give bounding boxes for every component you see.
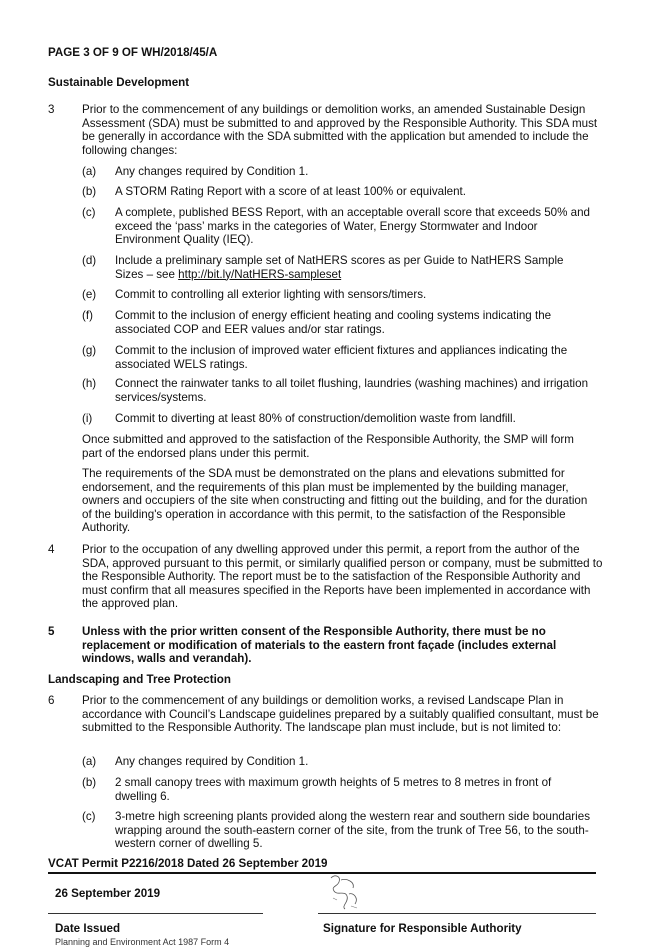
item-label: (c) (82, 810, 96, 823)
condition-3-item-f (82, 309, 592, 336)
condition-text: Prior to the occupation of any dwelling approved under this permit, a report from the author of the SDA, approved pursuant to this permit, or similarly qualified person or company, must be submitted to the Responsible Authority. The report must be to the satisfaction of the Responsible Authority and must confirm that all measures specified in the Reports have been implemented in accordance with the approved plan. (82, 543, 603, 611)
section-heading-sustainable: Sustainable Development (48, 76, 190, 89)
condition-3-paragraph-2: The requirements of the SDA must be demonstrated on the plans and elevations submitted for endorsement, and the requirements of this plan must be implemented by the building manager, owners and occupiers of the site when constructing and fitting out the building, and for the duration of the building's operation in accordance with this permit, to the satisfaction of the Responsible Authority. (82, 467, 588, 535)
condition-6 (48, 694, 603, 735)
vcat-permit-line: VCAT Permit P2216/2018 Dated 26 September 2019 (48, 857, 328, 870)
condition-3-item-i (82, 412, 592, 426)
item-text-body: Include a preliminary sample set of NatHERS scores as per Guide to NatHERS Sample Sizes – see (115, 254, 564, 281)
condition-number: 3 (48, 103, 55, 116)
item-label: (g) (82, 344, 97, 357)
item-text: A complete, published BESS Report, with an acceptable overall score that exceeds 50% and exceed the ‘pass’ marks in the categories of Water, Energy Stormwater and Indoor Environment Quality (IEQ). (115, 206, 590, 247)
footer-divider (48, 872, 596, 874)
condition-text: Prior to the commencement of any buildings or demolition works, a revised Landscape Plan in accordance with Council’s Landscape guidelines prepared by a suitably qualified consultant, must be submitted to the Responsible Authority. The landscape plan must include, but is not limited to: (82, 694, 599, 735)
condition-6-item-b (82, 776, 592, 803)
page-reference: PAGE 3 OF 9 OF WH/2018/45/A (48, 46, 218, 59)
item-label: (a) (82, 165, 97, 178)
condition-3-item-h (82, 377, 592, 404)
item-text: 3-metre high screening plants provided along the western rear and southern side boundaries wrapping around the south-eastern corner of the site, from the trunk of Tree 56, to the south-western corner of dwelling 5. (115, 810, 590, 851)
item-label: (f) (82, 309, 93, 322)
condition-4 (48, 543, 603, 611)
condition-text: Unless with the prior written consent of the Responsible Authority, there must be no replacement or modification of materials to the eastern front façade (includes external windows, walls and verandah). (82, 625, 557, 666)
condition-3 (48, 103, 603, 157)
condition-6-item-a (82, 755, 592, 769)
item-label: (c) (82, 206, 96, 219)
condition-3-item-d (82, 254, 592, 281)
item-label: (a) (82, 755, 97, 768)
condition-number: 6 (48, 694, 55, 707)
item-text: Commit to the inclusion of energy efficient heating and cooling systems indicating the associated COP and EER values and/or star ratings. (115, 309, 552, 336)
condition-5 (48, 625, 603, 666)
item-text: Commit to controlling all exterior lighting with sensors/timers. (115, 288, 427, 301)
condition-3-item-a (82, 165, 592, 179)
item-label: (d) (82, 254, 97, 267)
item-text: Commit to diverting at least 80% of construction/demolition waste from landfill. (115, 412, 516, 425)
item-text: Commit to the inclusion of improved water efficient fixtures and appliances indicating the associated WELS ratings. (115, 344, 568, 371)
signature-underline (318, 913, 596, 914)
item-label: (h) (82, 377, 97, 390)
item-label: (e) (82, 288, 97, 301)
date-issued-value: 26 September 2019 (55, 887, 161, 900)
condition-number: 5 (48, 625, 55, 638)
signature-label: Signature for Responsible Authority (323, 922, 522, 935)
condition-3-item-b (82, 185, 592, 199)
date-issued-label: Date Issued (55, 922, 121, 935)
section-heading-landscaping: Landscaping and Tree Protection (48, 673, 231, 686)
condition-3-item-e (82, 288, 592, 302)
condition-number: 4 (48, 543, 55, 556)
item-text: A STORM Rating Report with a score of at least 100% or equivalent. (115, 185, 466, 198)
signature-mark (325, 872, 365, 912)
nathers-sample-link[interactable]: http://bit.ly/NatHERS-sampleset (178, 267, 342, 281)
condition-3-item-g (82, 344, 592, 371)
condition-text: Prior to the commencement of any buildings or demolition works, an amended Sustainable Design Assessment (SDA) must be submitted to and approved by the Responsible Authority. This SDA must be generally in accordance with the SDA submitted with the application but amended to include the following changes: (82, 103, 598, 157)
item-label: (b) (82, 185, 97, 198)
form-note: Planning and Environment Act 1987 Form 4 (55, 937, 230, 947)
item-text: Connect the rainwater tanks to all toilet flushing, laundries (washing machines) and irrigation services/systems. (115, 377, 589, 404)
item-text (115, 254, 592, 281)
date-issued-underline (48, 913, 263, 914)
item-text: 2 small canopy trees with maximum growth heights of 5 metres to 8 metres in front of dwelling 6. (115, 776, 552, 803)
item-text: Any changes required by Condition 1. (115, 165, 309, 178)
condition-6-item-c (82, 810, 592, 851)
item-label: (b) (82, 776, 97, 789)
item-text: Any changes required by Condition 1. (115, 755, 309, 768)
condition-3-item-c (82, 206, 592, 247)
item-label: (i) (82, 412, 93, 425)
condition-3-paragraph-1: Once submitted and approved to the satisfaction of the Responsible Authority, the SMP will form part of the endorsed plans under this permit. (82, 433, 574, 460)
